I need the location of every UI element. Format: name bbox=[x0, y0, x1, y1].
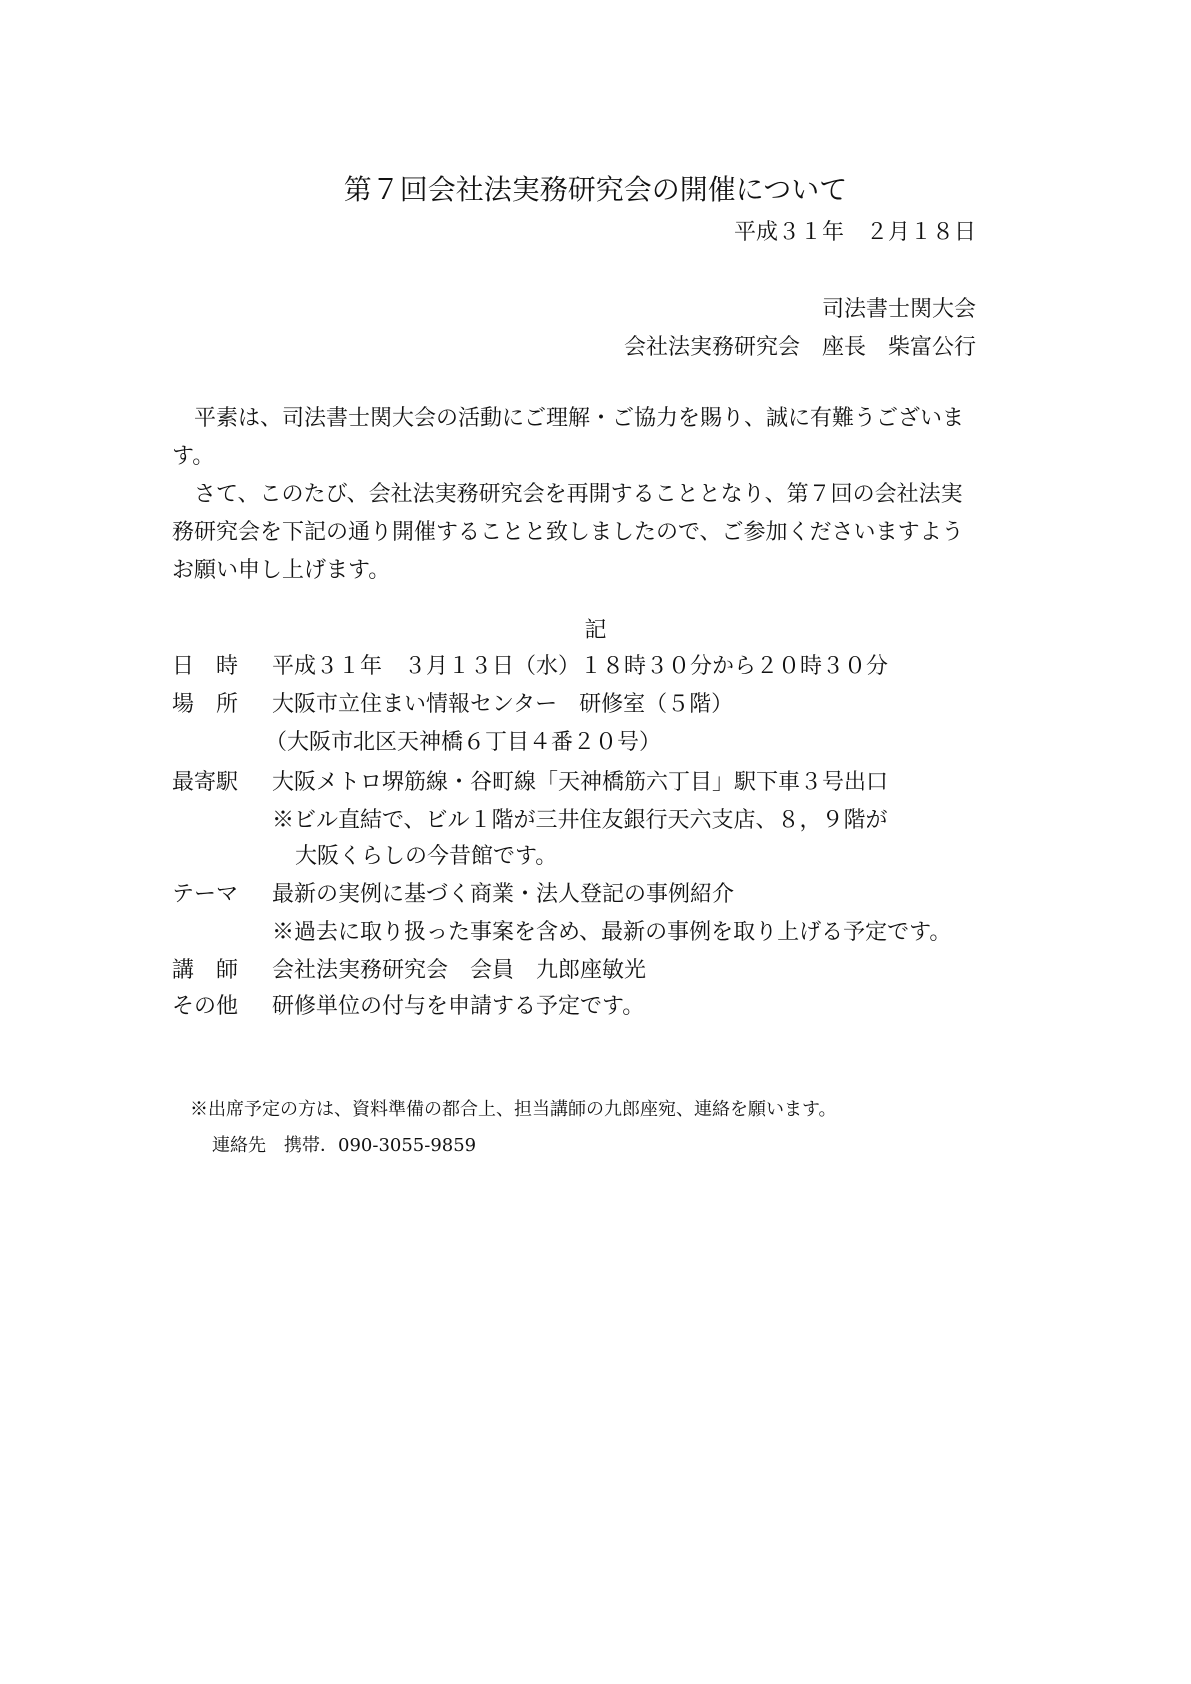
sender-organization: 司法書士関大会 bbox=[821, 297, 976, 322]
detail-row-place bbox=[172, 690, 733, 720]
detail-row-datetime bbox=[172, 652, 888, 682]
detail-value: 大阪市立住まい情報センター 研修室（５階） bbox=[272, 692, 734, 717]
body-paragraph-announcement: さて、このたび、会社法実務研究会を再開することとなり、第７回の会社法実務研究会を下記の通り開催することと致しましたので、ご参加くださいますようお願い申し上げます。 bbox=[172, 482, 964, 583]
footer-contact: 連絡先 携帯．090-3055-9859 bbox=[212, 1135, 477, 1156]
detail-value: 大阪メトロ堺筋線・谷町線「天神橋筋六丁目」駅下車３号出口 bbox=[272, 770, 889, 795]
detail-row-lecturer bbox=[172, 956, 646, 986]
body-paragraph-greeting: 平素は、司法書士関大会の活動にご理解・ご協力を賜り、誠に有難うございます。 bbox=[172, 406, 965, 469]
place-address: （大阪市北区天神橋６丁目４番２０号） bbox=[265, 730, 662, 755]
sender-chair: 会社法実務研究会 座長 柴富公行 bbox=[623, 335, 976, 360]
detail-label: 日 時 bbox=[172, 654, 239, 679]
detail-value: 会社法実務研究会 会員 九郎座敏光 bbox=[272, 958, 647, 983]
detail-label: 講 師 bbox=[172, 958, 239, 983]
detail-value: 研修単位の付与を申請する予定です。 bbox=[272, 994, 645, 1019]
document-date: 平成３１年 ２月１８日 bbox=[733, 220, 976, 245]
detail-row-other bbox=[172, 992, 644, 1022]
page-title: 第７回会社法実務研究会の開催について bbox=[343, 173, 848, 206]
theme-note: ※過去に取り扱った事案を含め、最新の事例を取り上げる予定です。 bbox=[272, 920, 952, 945]
ki-heading: 記 bbox=[584, 618, 607, 643]
detail-label: その他 bbox=[172, 994, 239, 1019]
detail-value: 最新の実例に基づく商業・法人登記の事例紹介 bbox=[272, 882, 735, 907]
detail-row-station bbox=[172, 768, 888, 798]
detail-value: 平成３１年 ３月１３日（水）１８時３０分から２０時３０分 bbox=[272, 654, 889, 679]
detail-label: テーマ bbox=[172, 882, 239, 907]
station-note-line1: ※ビル直結で、ビル１階が三井住友銀行天六支店、８，９階が bbox=[272, 808, 888, 833]
detail-row-theme bbox=[172, 880, 734, 910]
detail-label: 場 所 bbox=[172, 692, 239, 717]
detail-label: 最寄駅 bbox=[172, 770, 239, 795]
station-note-line2: 大阪くらしの今昔館です。 bbox=[295, 844, 558, 869]
footer-notice: ※出席予定の方は、資料準備の都合上、担当講師の九郎座宛、連絡を願います。 bbox=[190, 1099, 837, 1120]
